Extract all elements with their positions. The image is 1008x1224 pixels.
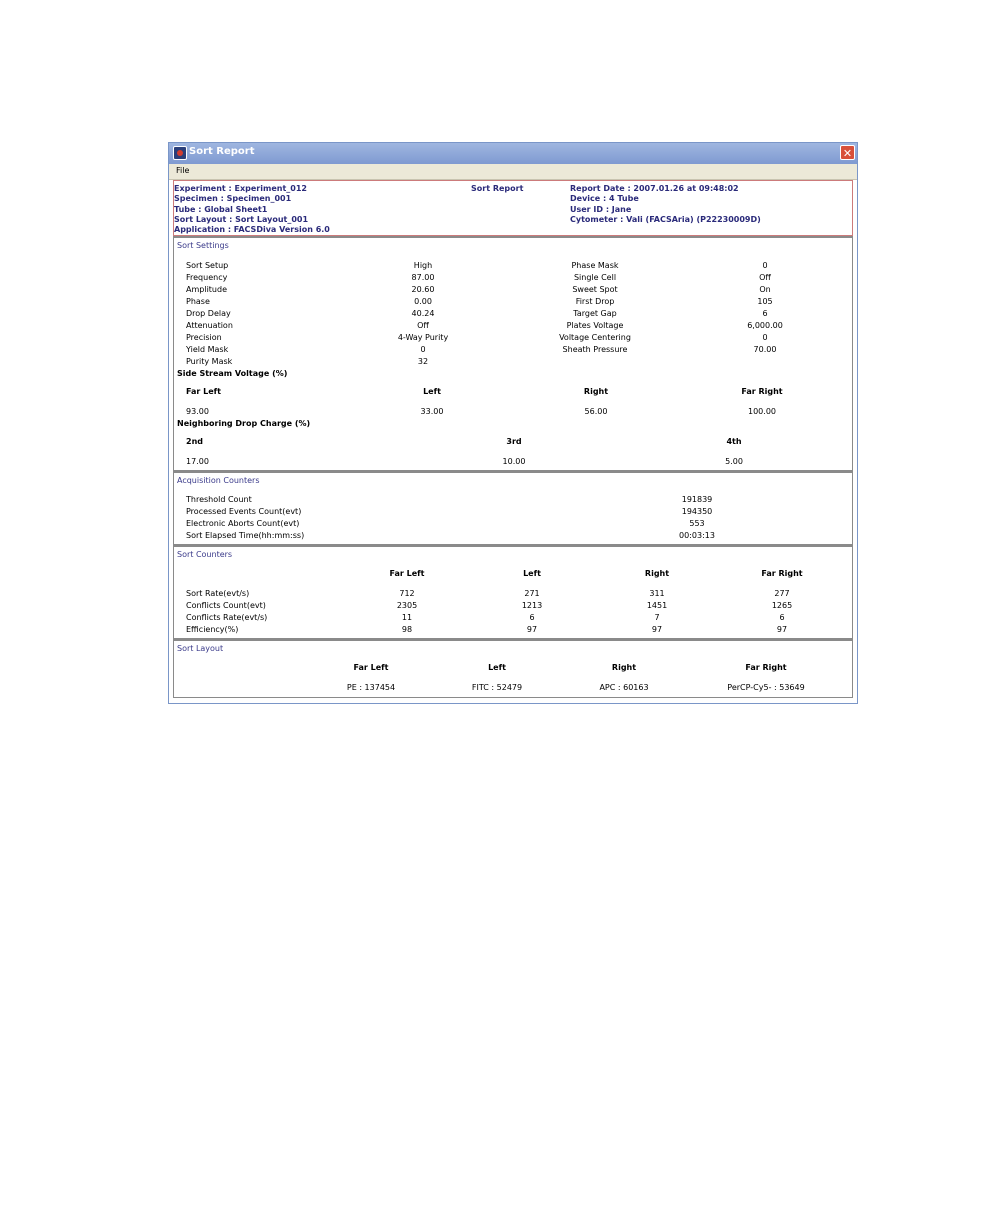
sort-counter-value: 1213	[521, 601, 543, 610]
side-stream-value: 56.00	[584, 407, 608, 416]
sort-counter-value: 6	[779, 613, 785, 622]
cytometer-label: Cytometer : Vali (FACSAria) (P22230009D)	[570, 215, 761, 224]
sort-counter-value: 271	[524, 589, 540, 598]
sort-counter-label: Efficiency(%)	[186, 625, 239, 634]
setting-label: Yield Mask	[186, 345, 229, 354]
setting-label: Sweet Spot	[572, 285, 618, 294]
setting-label: Plates Voltage	[566, 321, 624, 330]
setting-value: 20.60	[411, 285, 435, 294]
sort-layout-header: Far Right	[745, 663, 787, 672]
sort-counter-value: 277	[774, 589, 790, 598]
setting-label: First Drop	[575, 297, 615, 306]
sort-counter-label: Conflicts Count(evt)	[186, 601, 266, 610]
sort-counter-value: 11	[401, 613, 413, 622]
setting-label: Precision	[186, 333, 222, 342]
sort-layout-value: FITC : 52479	[471, 683, 523, 692]
drop-charge-title: Neighboring Drop Charge (%)	[177, 419, 311, 428]
acquisition-counters-title: Acquisition Counters	[177, 476, 260, 485]
sort-counter-value: 98	[401, 625, 413, 634]
sort-counter-value: 6	[529, 613, 535, 622]
setting-value: High	[413, 261, 433, 270]
tube-label: Tube : Global Sheet1	[174, 205, 268, 214]
sort-layout-section	[173, 639, 853, 698]
sort-settings-title: Sort Settings	[177, 241, 229, 250]
sort-counter-value: 97	[776, 625, 788, 634]
counter-value: 194350	[681, 507, 713, 516]
acquisition-counters-section	[173, 471, 853, 545]
user-id-label: User ID : Jane	[570, 205, 632, 214]
sort-layout-header: Far Left	[353, 663, 389, 672]
setting-value: 6	[762, 309, 768, 318]
side-stream-header: Far Right	[741, 387, 783, 396]
sort-counter-value: 1451	[646, 601, 668, 610]
sort-counter-value: 2305	[396, 601, 418, 610]
setting-value: 6,000.00	[747, 321, 783, 330]
side-stream-title: Side Stream Voltage (%)	[177, 369, 288, 378]
menu-file[interactable]: File	[176, 166, 190, 175]
sort-counter-label: Conflicts Rate(evt/s)	[186, 613, 268, 622]
sort-counters-header: Right	[644, 569, 670, 578]
side-stream-value: 100.00	[748, 407, 776, 416]
setting-value: 70.00	[753, 345, 777, 354]
setting-value: On	[759, 285, 771, 294]
setting-value: Off	[759, 273, 771, 282]
menu-bar	[169, 164, 857, 180]
sort-counter-value: 97	[526, 625, 538, 634]
sort-settings-section	[173, 236, 853, 471]
app-icon	[173, 146, 187, 160]
drop-charge-value: 17.00	[186, 457, 209, 466]
sort-counters-header: Left	[523, 569, 541, 578]
setting-value: 105	[757, 297, 773, 306]
setting-label: Target Gap	[573, 309, 617, 318]
sort-layout-label: Sort Layout : Sort Layout_001	[174, 215, 309, 224]
sort-report-window	[168, 142, 858, 704]
drop-charge-header: 3rd	[506, 437, 522, 446]
side-stream-header: Far Left	[186, 387, 221, 396]
setting-label: Attenuation	[186, 321, 233, 330]
sort-counter-value: 97	[651, 625, 663, 634]
setting-label: Sheath Pressure	[562, 345, 628, 354]
side-stream-header: Left	[423, 387, 441, 396]
window-title: Sort Report	[189, 146, 255, 157]
sort-counters-title: Sort Counters	[177, 550, 233, 559]
setting-value: 0	[762, 261, 768, 270]
counter-value: 553	[689, 519, 705, 528]
sort-counter-value: 1265	[771, 601, 793, 610]
setting-value: Off	[417, 321, 429, 330]
drop-charge-header: 4th	[726, 437, 742, 446]
sort-layout-header: Right	[611, 663, 637, 672]
drop-charge-value: 10.00	[502, 457, 526, 466]
setting-label: Voltage Centering	[559, 333, 631, 342]
sort-counters-header: Far Right	[761, 569, 803, 578]
setting-label: Sort Setup	[186, 261, 229, 270]
setting-value: 87.00	[411, 273, 435, 282]
setting-label: Amplitude	[186, 285, 227, 294]
setting-value: 0	[762, 333, 768, 342]
counter-label: Sort Elapsed Time(hh:mm:ss)	[186, 531, 305, 540]
counter-label: Threshold Count	[186, 495, 252, 504]
setting-label: Phase	[186, 297, 210, 306]
sort-layout-header: Left	[488, 663, 506, 672]
close-button[interactable]: ✕	[840, 145, 855, 160]
sort-layout-value: PerCP-Cy5- : 53649	[727, 683, 805, 692]
device-label: Device : 4 Tube	[570, 194, 639, 203]
report-title: Sort Report	[471, 184, 524, 193]
application-label: Application : FACSDiva Version 6.0	[174, 225, 330, 234]
setting-label: Phase Mask	[571, 261, 619, 270]
counter-value: 00:03:13	[679, 531, 715, 540]
side-stream-header: Right	[583, 387, 609, 396]
sort-counter-label: Sort Rate(evt/s)	[186, 589, 250, 598]
setting-value: 32	[417, 357, 429, 366]
counter-label: Processed Events Count(evt)	[186, 507, 302, 516]
sort-counter-value: 7	[654, 613, 660, 622]
sort-counter-value: 712	[399, 589, 415, 598]
drop-charge-header: 2nd	[186, 437, 203, 446]
report-date: Report Date : 2007.01.26 at 09:48:02	[570, 184, 739, 193]
report-header	[173, 180, 853, 236]
setting-label: Purity Mask	[186, 357, 233, 366]
drop-charge-value: 5.00	[725, 457, 743, 466]
report-content	[173, 180, 853, 700]
setting-value: 4-Way Purity	[397, 333, 449, 342]
setting-label: Single Cell	[573, 273, 617, 282]
counter-label: Electronic Aborts Count(evt)	[186, 519, 300, 528]
setting-value: 40.24	[411, 309, 435, 318]
sort-layout-title: Sort Layout	[177, 644, 224, 653]
title-bar[interactable]	[169, 143, 857, 164]
side-stream-value: 33.00	[420, 407, 444, 416]
sort-layout-value: APC : 60163	[599, 683, 649, 692]
counter-value: 191839	[681, 495, 713, 504]
setting-value: 0	[420, 345, 426, 354]
sort-counters-section	[173, 545, 853, 639]
experiment-label: Experiment : Experiment_012	[174, 184, 307, 193]
side-stream-value: 93.00	[186, 407, 209, 416]
setting-value: 0.00	[414, 297, 432, 306]
sort-layout-value: PE : 137454	[346, 683, 396, 692]
sort-counters-header: Far Left	[389, 569, 425, 578]
setting-label: Frequency	[186, 273, 228, 282]
specimen-label: Specimen : Specimen_001	[174, 194, 292, 203]
setting-label: Drop Delay	[186, 309, 231, 318]
sort-counter-value: 311	[649, 589, 665, 598]
